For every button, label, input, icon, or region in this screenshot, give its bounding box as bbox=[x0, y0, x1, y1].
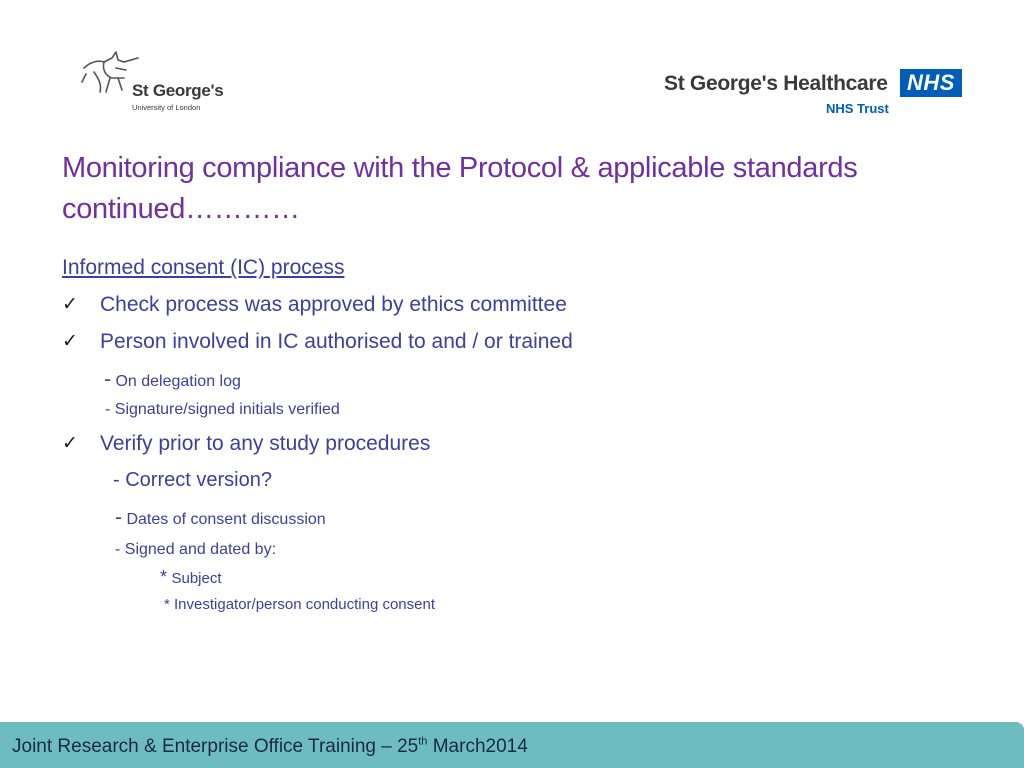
section-heading: Informed consent (IC) process bbox=[62, 256, 345, 279]
footer-superscript: th bbox=[418, 735, 428, 748]
list-item-text: Check process was approved by ethics committee bbox=[100, 293, 567, 316]
list-item-text: Verify prior to any study procedures bbox=[100, 432, 431, 455]
right-logo-org: St George's Healthcare bbox=[664, 72, 888, 95]
sub-item: - Signed and dated by: bbox=[115, 541, 277, 558]
sub-item: - Signature/signed initials verified bbox=[105, 401, 340, 418]
knight-logo-icon bbox=[80, 48, 140, 100]
st-georges-university-logo bbox=[80, 48, 240, 120]
st-georges-healthcare-logo bbox=[664, 66, 964, 120]
slide-title: Monitoring compliance with the Protocol & applicable standards continued………… bbox=[62, 152, 858, 225]
left-logo-subtitle: University of London bbox=[132, 103, 201, 112]
sub-item bbox=[104, 368, 241, 392]
footer-text bbox=[12, 736, 528, 758]
sub-item bbox=[115, 506, 326, 530]
checkmark-icon: ✓ bbox=[62, 293, 78, 315]
footer-bar bbox=[0, 722, 1024, 768]
footer-text-main: Joint Research & Enterprise Office Training – 25 bbox=[12, 736, 419, 757]
sub-sub-item-text: Subject bbox=[171, 570, 222, 587]
dash-marker: - bbox=[104, 368, 111, 391]
dash-marker: - bbox=[115, 506, 122, 529]
sub-item: - Correct version? bbox=[113, 469, 272, 491]
sub-sub-item bbox=[160, 567, 222, 588]
checkmark-icon: ✓ bbox=[62, 330, 78, 352]
list-item bbox=[62, 330, 762, 356]
list-item bbox=[62, 432, 762, 458]
sub-item-text: On delegation log bbox=[115, 373, 241, 390]
checkmark-icon: ✓ bbox=[62, 432, 78, 454]
sub-item-text: Dates of consent discussion bbox=[126, 511, 326, 528]
nhs-badge: NHS bbox=[900, 69, 962, 97]
star-marker: * bbox=[160, 567, 168, 587]
left-logo-name: St George's bbox=[132, 81, 224, 100]
footer-text-date: March2014 bbox=[427, 736, 528, 757]
list-item-text: Person involved in IC authorised to and / or trained bbox=[100, 330, 573, 353]
list-item bbox=[62, 293, 762, 319]
right-logo-trust: NHS Trust bbox=[826, 101, 889, 116]
sub-sub-item: * Investigator/person conducting consent bbox=[164, 596, 436, 613]
